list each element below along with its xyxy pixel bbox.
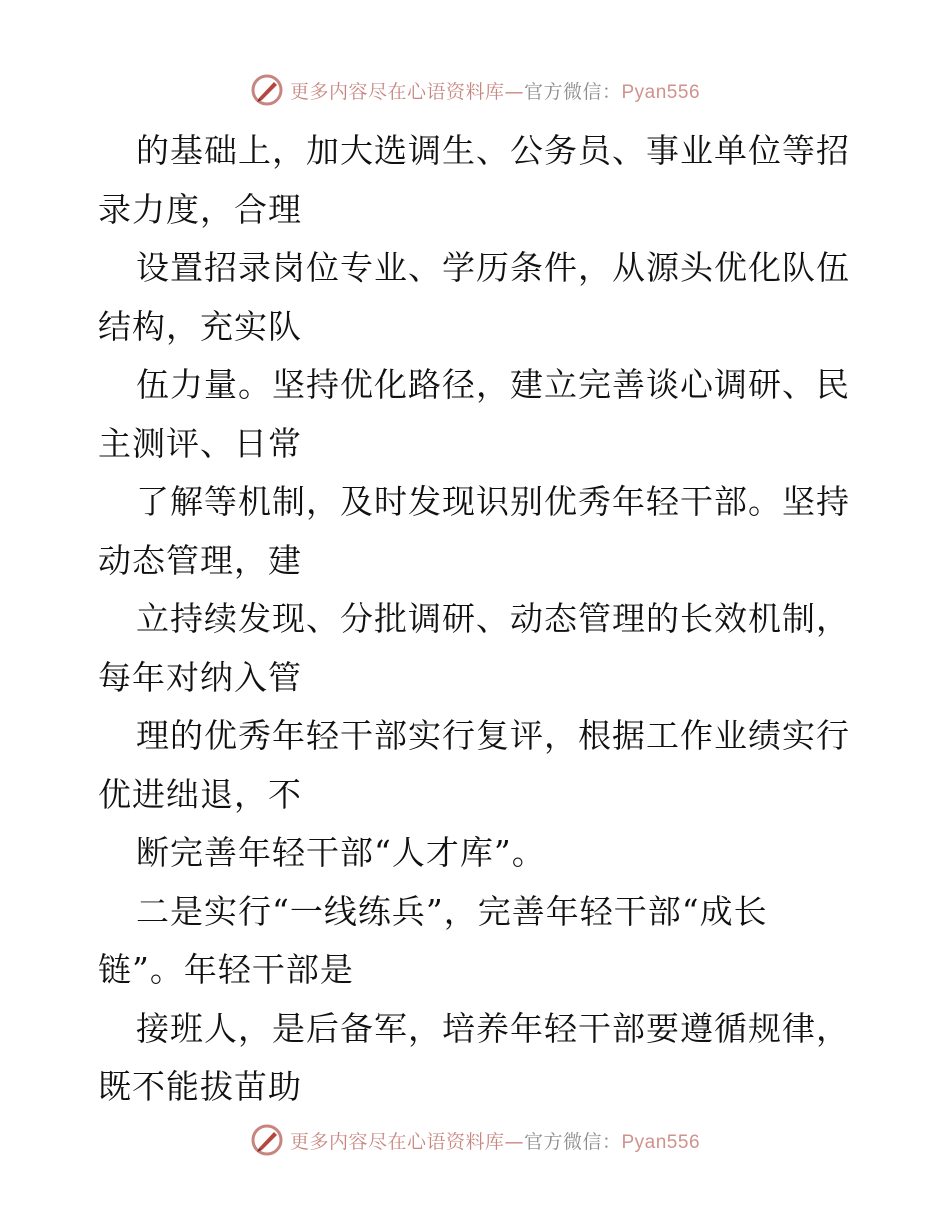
text-line: 优进绌退，不: [98, 774, 302, 814]
header-banner-id: Pyan556: [621, 81, 701, 103]
text-line: 接班人，是后备军，培养年轻干部要遵循规律，: [136, 1008, 850, 1048]
text-line: 的基础上，加大选调生、公务员、事业单位等招: [136, 131, 850, 170]
footer-banner-sub: 官方微信：: [523, 1130, 622, 1153]
text-line: 每年对纳入管: [98, 657, 302, 697]
document-body: [98, 122, 858, 1117]
text-line: 设置招录岗位专业、学历条件，从源头优化队伍: [136, 248, 850, 287]
text-line: 二是实行“一线练兵”，完善年轻干部“成长: [136, 891, 768, 931]
text-line: 主测评、日常: [98, 423, 302, 463]
text-line: 结构，充实队: [98, 306, 302, 346]
header-banner-sub: 官方微信：: [523, 80, 622, 103]
header-banner-separator: —: [504, 80, 524, 103]
footer-banner-id: Pyan556: [621, 1131, 701, 1153]
text-line: 理的优秀年轻干部实行复评，根据工作业绩实行: [136, 716, 850, 755]
pen-logo-icon: [250, 1123, 284, 1157]
text-line: 了解等机制，及时发现识别优秀年轻干部。坚持: [136, 482, 850, 521]
header-banner: [0, 70, 950, 110]
footer-banner-main: 更多内容尽在心语资料库: [289, 1130, 505, 1153]
footer-banner-separator: —: [504, 1130, 524, 1153]
text-line: 伍力量。坚持优化路径，建立完善谈心调研、民: [136, 365, 850, 404]
footer-banner: [0, 1120, 950, 1160]
text-line: 录力度，合理: [98, 189, 302, 229]
text-line: 动态管理，建: [98, 540, 302, 580]
text-line: 立持续发现、分批调研、动态管理的长效机制，: [136, 599, 850, 638]
pen-logo-icon: [250, 73, 284, 107]
text-line: 断完善年轻干部“人才库”。: [136, 833, 546, 872]
header-banner-main: 更多内容尽在心语资料库: [289, 80, 505, 103]
text-line: 链”。年轻干部是: [98, 950, 354, 989]
text-line: 既不能拔苗助: [98, 1067, 302, 1106]
